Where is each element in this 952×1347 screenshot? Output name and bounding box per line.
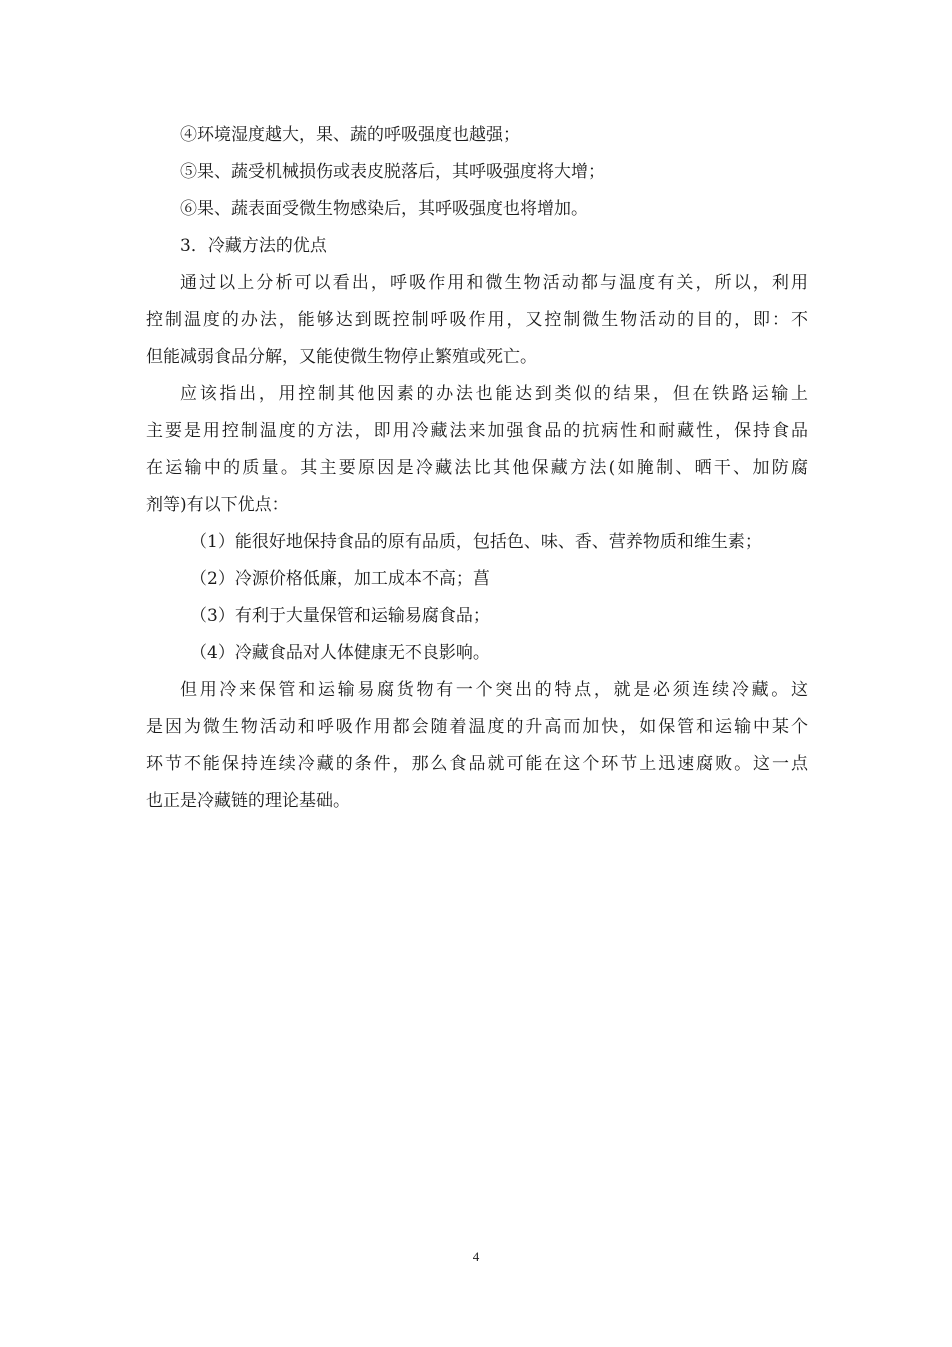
paragraph-line: 在运输中的质量。其主要原因是冷藏法比其他保藏方法(如腌制、晒干、加防腐 (146, 458, 808, 478)
list-item: （3）有利于大量保管和运输易腐食品； (190, 606, 490, 626)
list-item: （4）冷藏食品对人体健康无不良影响。 (190, 643, 490, 663)
paragraph-line: 环节不能保持连续冷藏的条件，那么食品就可能在这个环节上迅速腐败。这一点 (146, 754, 808, 774)
paragraph-line: 主要是用控制温度的方法，即用冷藏法来加强食品的抗病性和耐藏性，保持食品 (146, 421, 808, 441)
list-item-humidity: ④环境湿度越大，果、蔬的呼吸强度也越强； (180, 125, 520, 145)
paragraph-line: 应该指出，用控制其他因素的办法也能达到类似的结果，但在铁路运输上 (180, 384, 808, 404)
list-item-microbial-infection: ⑥果、蔬表面受微生物感染后，其呼吸强度也将增加。 (180, 199, 588, 219)
list-item: （1）能很好地保持食品的原有品质，包括色、味、香、营养物质和维生素； (190, 532, 762, 552)
list-item-mechanical-damage: ⑤果、蔬受机械损伤或表皮脱落后，其呼吸强度将大增； (180, 162, 605, 182)
paragraph-line: 但能减弱食品分解，又能使微生物停止繁殖或死亡。 (146, 347, 537, 367)
section-heading: 3．冷藏方法的优点 (180, 236, 327, 256)
paragraph-line: 通过以上分析可以看出，呼吸作用和微生物活动都与温度有关，所以，利用 (180, 273, 808, 293)
paragraph-line: 控制温度的办法，能够达到既控制呼吸作用，又控制微生物活动的目的，即：不 (146, 310, 808, 330)
advantages-list (146, 524, 808, 672)
paragraph-line: 剂等)有以下优点： (146, 495, 289, 515)
paragraph-line: 但用冷来保管和运输易腐货物有一个突出的特点，就是必须连续冷藏。这 (180, 680, 808, 700)
paragraph-cold-chain (146, 672, 808, 820)
paragraph-analysis (146, 265, 808, 376)
page-number: 4 (472, 1249, 480, 1264)
page-content (146, 117, 808, 820)
paragraph-line: 也正是冷藏链的理论基础。 (146, 791, 350, 811)
paragraph-railway (146, 376, 808, 524)
paragraph-line: 是因为微生物活动和呼吸作用都会随着温度的升高而加快，如保管和运输中某个 (146, 717, 808, 737)
list-item: （2）冷源价格低廉，加工成本不高；菖 (190, 569, 490, 589)
